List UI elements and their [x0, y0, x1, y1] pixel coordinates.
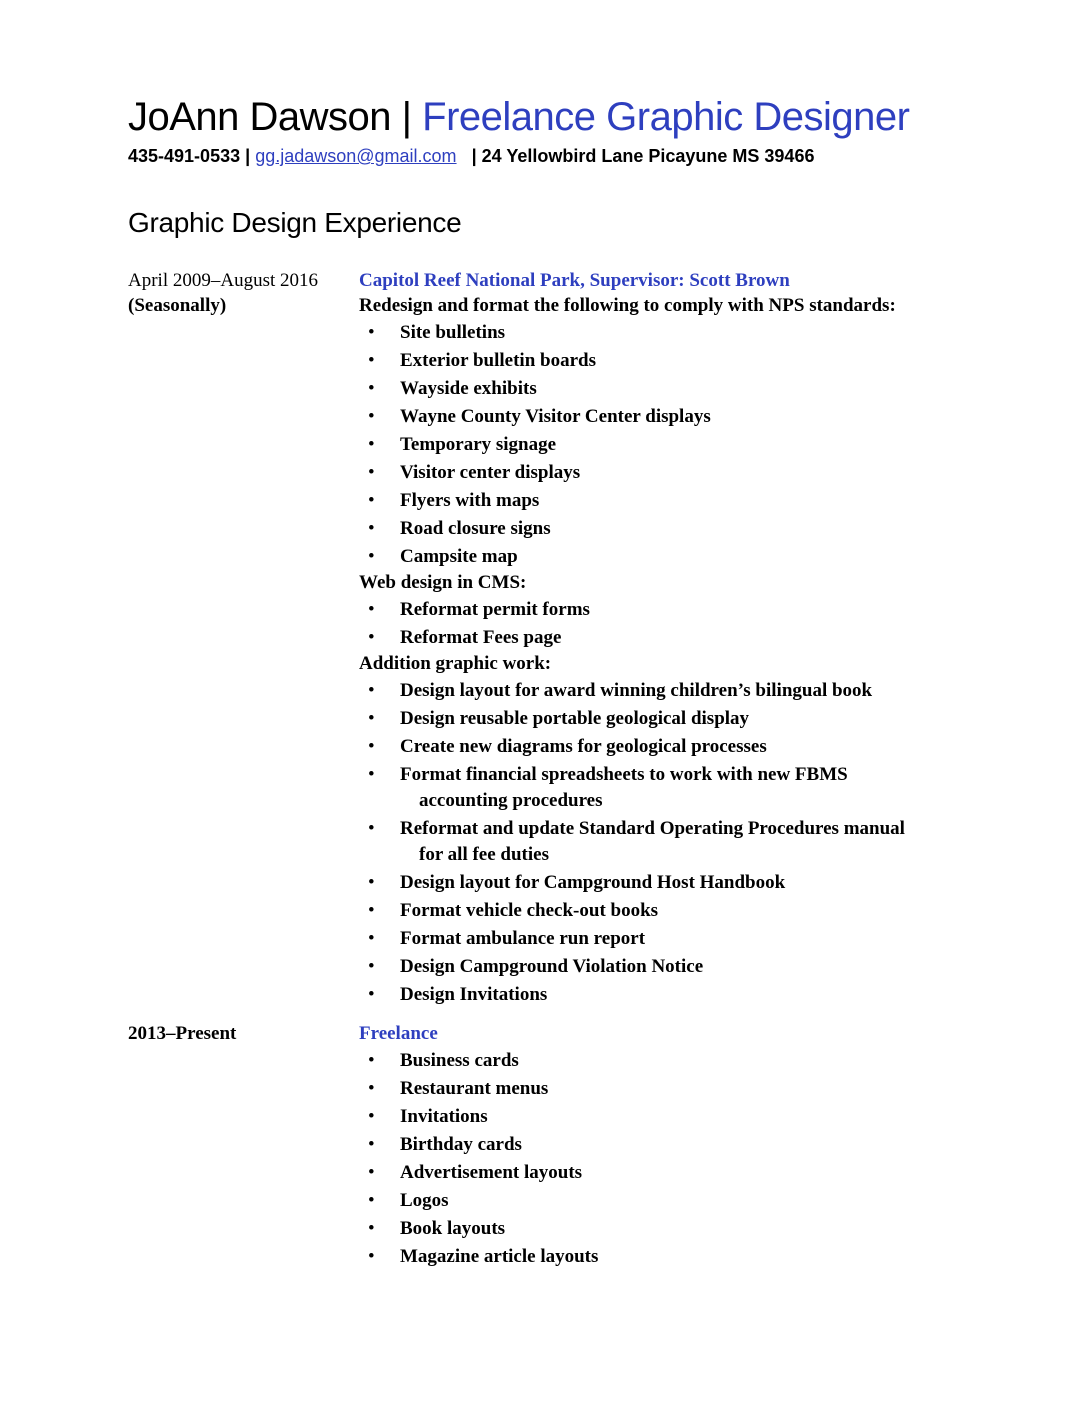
list-item: • Site bulletins	[359, 320, 999, 346]
job-dates: April 2009–August 2016	[128, 270, 318, 291]
list-item: • Wayside exhibits	[359, 376, 999, 402]
list-item: • Design Campground Violation Notice	[359, 954, 999, 980]
job-dates-column	[128, 268, 353, 318]
job-details	[359, 268, 999, 1008]
candidate-title: Freelance Graphic Designer	[422, 95, 910, 139]
bullet-list	[359, 597, 999, 651]
bullet-list	[359, 678, 999, 1008]
list-item: • Design Invitations	[359, 982, 999, 1008]
list-item: • Restaurant menus	[359, 1076, 999, 1102]
list-item	[359, 762, 999, 814]
list-item: • Format ambulance run report	[359, 926, 999, 952]
contact-separator: |	[245, 146, 251, 166]
resume-header	[128, 94, 909, 140]
list-item: • Birthday cards	[359, 1132, 999, 1158]
bullet-list	[359, 320, 999, 570]
list-item: • Create new diagrams for geological processes	[359, 734, 999, 760]
list-item	[359, 816, 999, 868]
job-details	[359, 1021, 999, 1270]
list-item: • Design reusable portable geological display	[359, 706, 999, 732]
candidate-name: JoAnn Dawson	[128, 95, 392, 139]
list-item-line: • Format financial spreadsheets to work with new FBMS	[400, 764, 848, 785]
list-item-line: accounting procedures	[419, 790, 603, 811]
job-employer: Freelance	[359, 1023, 438, 1044]
list-item-line: • Reformat and update Standard Operating Procedures manual	[400, 818, 905, 839]
list-item: • Magazine article layouts	[359, 1244, 999, 1270]
phone-number: 435-491-0533	[128, 146, 241, 166]
section-title: Graphic Design Experience	[128, 207, 462, 238]
list-item: • Design layout for Campground Host Handbook	[359, 870, 999, 896]
list-item: • Campsite map	[359, 544, 999, 570]
list-item: • Format vehicle check-out books	[359, 898, 999, 924]
contact-line	[128, 144, 814, 168]
group-intro: Redesign and format the following to comply with NPS standards:	[359, 295, 896, 316]
list-item: • Reformat Fees page	[359, 625, 999, 651]
contact-separator: |	[461, 146, 477, 166]
list-item: • Visitor center displays	[359, 460, 999, 486]
list-item: • Design layout for award winning children’s bilingual book	[359, 678, 999, 704]
list-item: • Invitations	[359, 1104, 999, 1130]
list-item: • Advertisement layouts	[359, 1160, 999, 1186]
list-item: • Book layouts	[359, 1216, 999, 1242]
list-item: • Road closure signs	[359, 516, 999, 542]
list-item: • Reformat permit forms	[359, 597, 999, 623]
list-item: • Logos	[359, 1188, 999, 1214]
list-item: • Temporary signage	[359, 432, 999, 458]
job-dates-column	[128, 1021, 353, 1046]
group-intro: Web design in CMS:	[359, 572, 527, 593]
job-dates-note: (Seasonally)	[128, 295, 227, 316]
list-item-line: for all fee duties	[419, 844, 549, 865]
list-item: • Business cards	[359, 1048, 999, 1074]
list-item: • Exterior bulletin boards	[359, 348, 999, 374]
header-separator: |	[391, 95, 423, 139]
group-intro: Addition graphic work:	[359, 653, 552, 674]
list-item: • Flyers with maps	[359, 488, 999, 514]
bullet-list	[359, 1048, 999, 1270]
list-item: • Wayne County Visitor Center displays	[359, 404, 999, 430]
address: 24 Yellowbird Lane Picayune MS 39466	[481, 146, 815, 166]
job-employer: Capitol Reef National Park, Supervisor: Scott Brown	[359, 270, 790, 291]
job-dates: 2013–Present	[128, 1023, 237, 1044]
email-link[interactable]: gg.jadawson@gmail.com	[255, 146, 457, 166]
